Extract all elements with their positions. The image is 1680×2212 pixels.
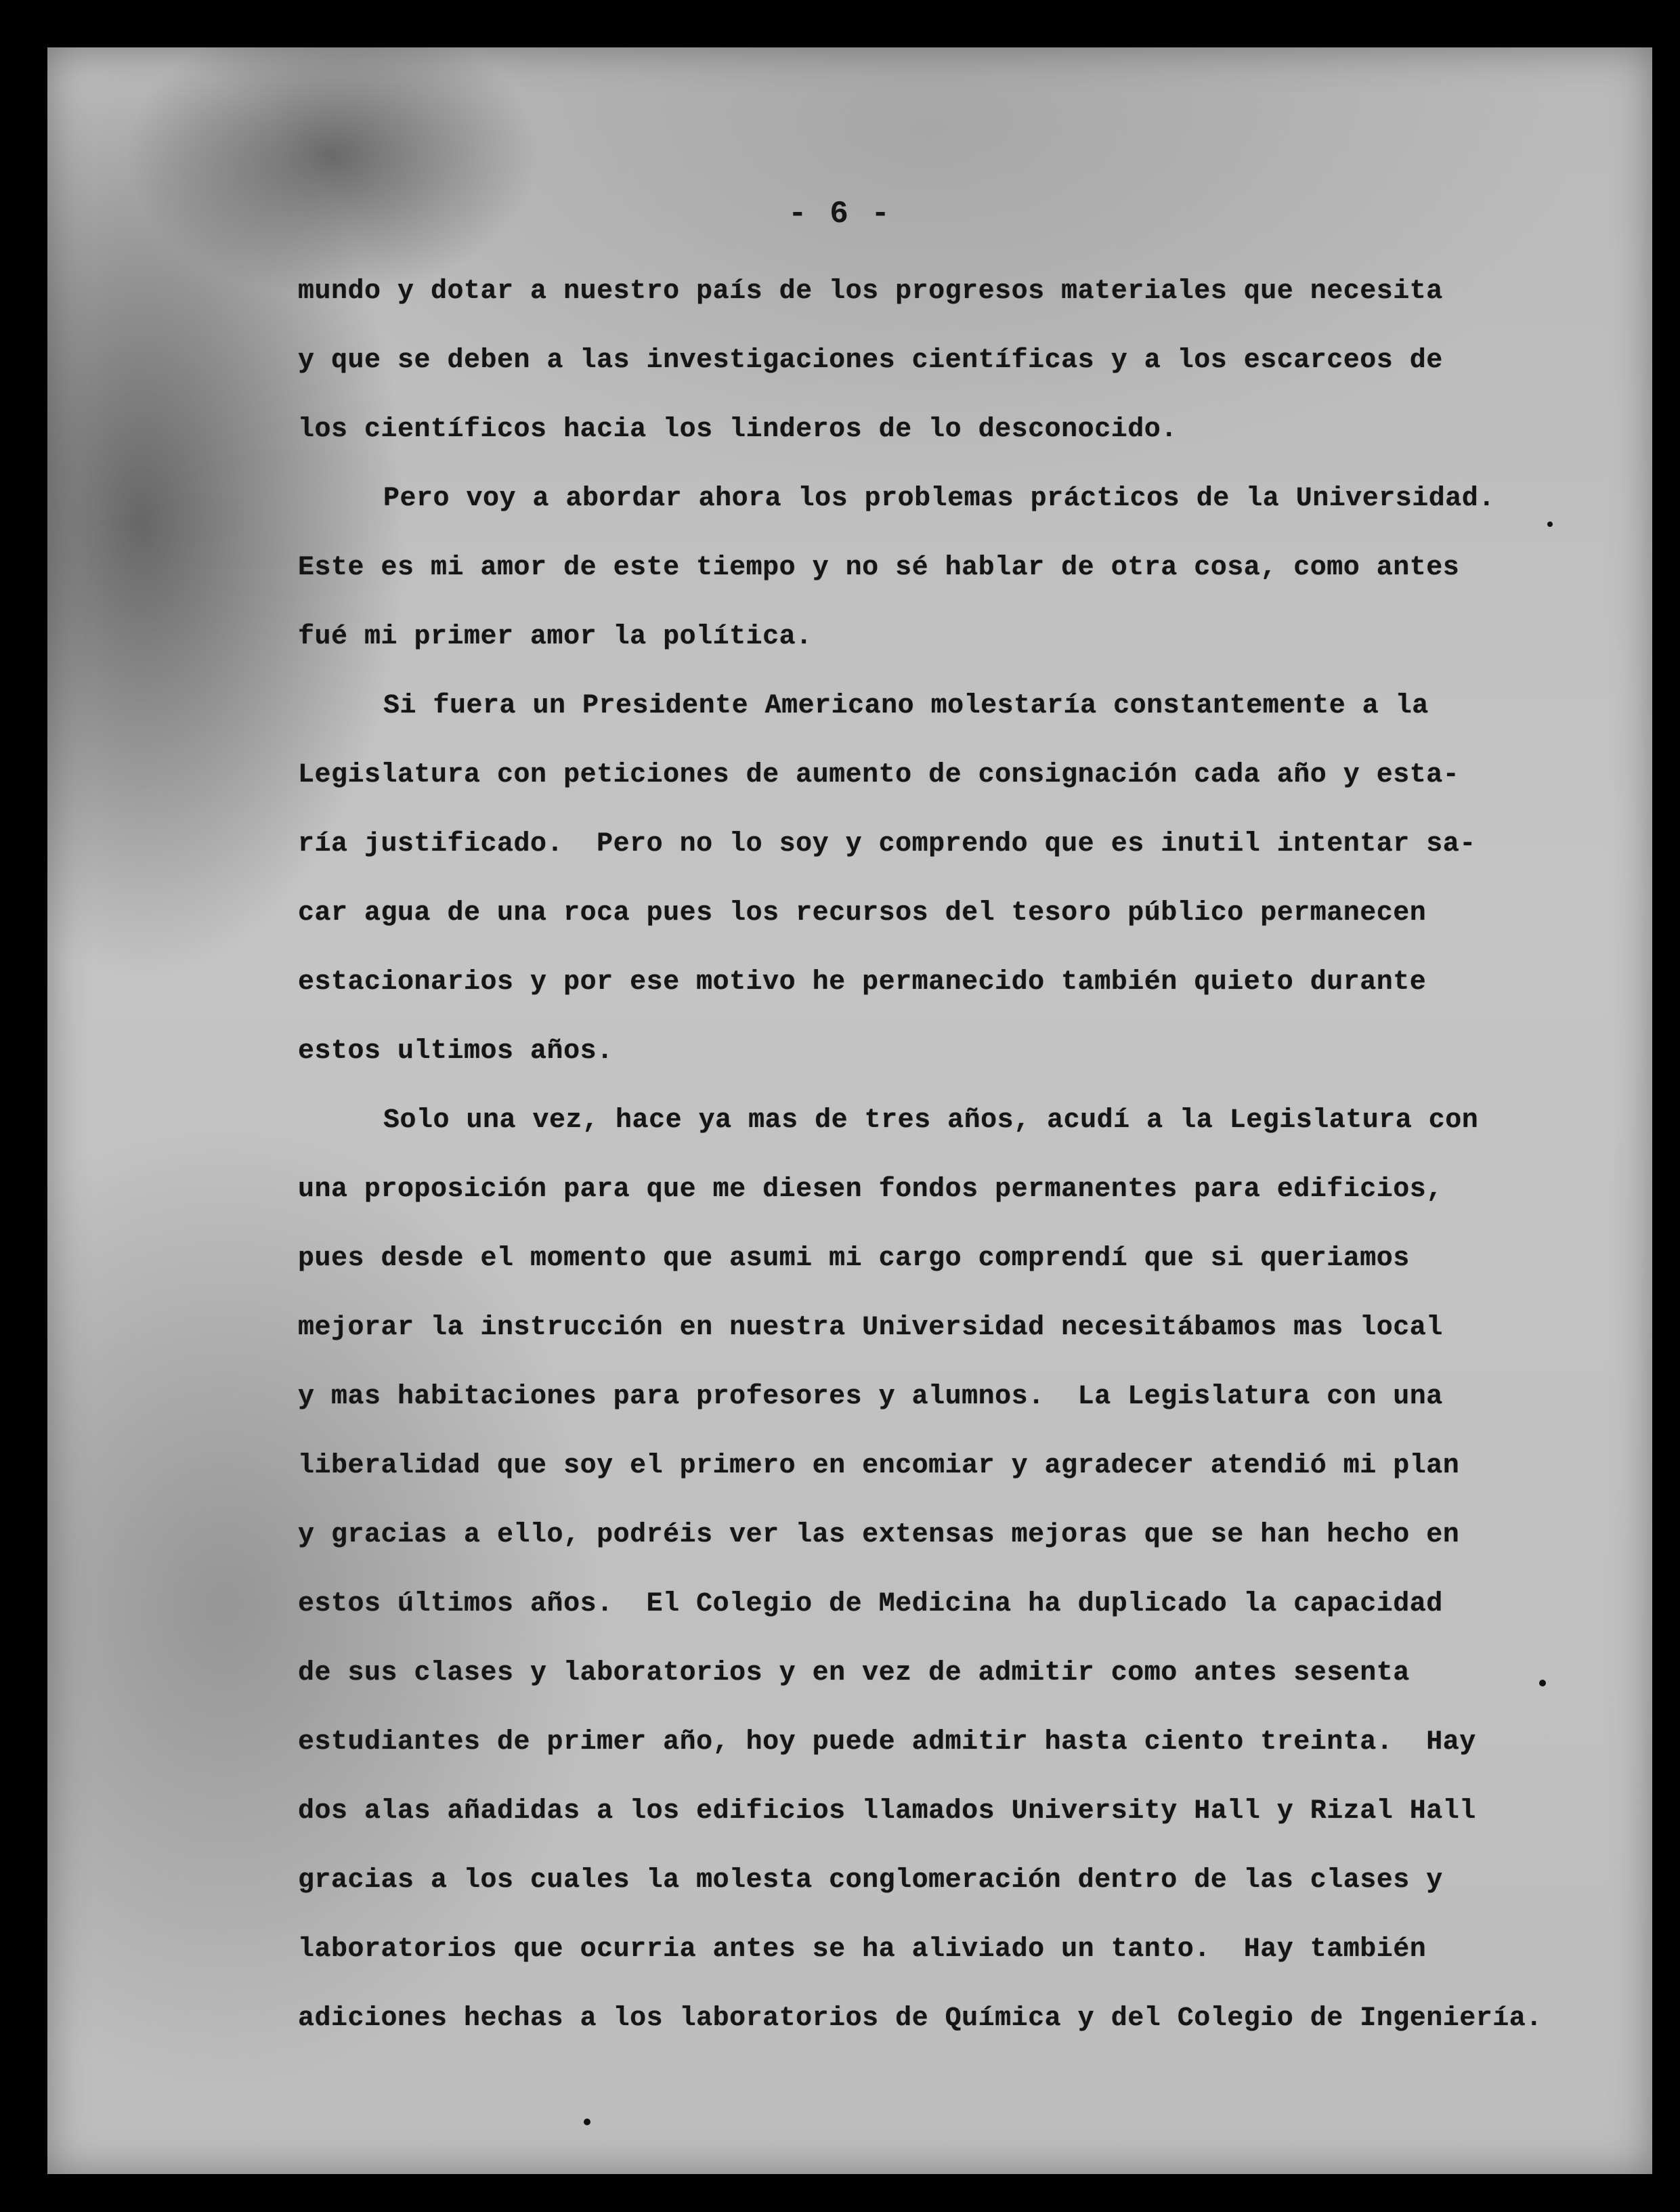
- document-body: [298, 257, 1543, 2054]
- text-line: y mas habitaciones para profesores y alumnos. La Legislatura con una: [298, 1382, 1443, 1412]
- text-line: estos últimos años. El Colegio de Medicina ha duplicado la capacidad: [298, 1589, 1443, 1619]
- ink-speck: [1547, 522, 1553, 527]
- text-line: una proposición para que me diesen fondos permanentes para edificios,: [298, 1174, 1443, 1205]
- page-number: - 6 -: [788, 196, 892, 232]
- text-line: estudiantes de primer año, hoy puede admitir hasta ciento treinta. Hay: [298, 1727, 1476, 1758]
- text-line: los científicos hacia los linderos de lo desconocido.: [298, 414, 1178, 445]
- text-line: laboratorios que ocurria antes se ha aliviado un tanto. Hay también: [298, 1934, 1427, 1965]
- text-line: pues desde el momento que asumi mi cargo comprendí que si queriamos: [298, 1243, 1410, 1274]
- text-line: dos alas añadidas a los edificios llamados University Hall y Rizal Hall: [298, 1796, 1476, 1827]
- text-line: adiciones hechas a los laboratorios de Química y del Colegio de Ingeniería.: [298, 2003, 1543, 2034]
- ink-speck: [1539, 1680, 1546, 1686]
- paragraph-2: [298, 465, 1530, 672]
- text-line: ría justificado. Pero no lo soy y comprendo que es inutil intentar sa-: [298, 829, 1476, 859]
- text-line: y que se deben a las investigaciones científicas y a los escarceos de: [298, 345, 1443, 376]
- text-line: Solo una vez, hace ya mas de tres años, acudí a la Legislatura con: [383, 1105, 1479, 1136]
- text-line: Pero voy a abordar ahora los problemas prácticos de la Universidad.: [383, 484, 1495, 514]
- text-line: gracias a los cuales la molesta conglomeración dentro de las clases y: [298, 1865, 1443, 1896]
- ink-speck: [584, 2119, 590, 2125]
- text-line: y gracias a ello, podréis ver las extensas mejoras que se han hecho en: [298, 1520, 1460, 1550]
- text-line: fué mi primer amor la política.: [298, 622, 813, 652]
- text-line: Este es mi amor de este tiempo y no sé hablar de otra cosa, como antes: [298, 553, 1460, 583]
- text-line: de sus clases y laboratorios y en vez de admitir como antes sesenta: [298, 1658, 1410, 1688]
- text-line: liberalidad que soy el primero en encomiar y agradecer atendió mi plan: [298, 1451, 1460, 1481]
- paragraph-3: [298, 672, 1530, 1086]
- text-line: mundo y dotar a nuestro país de los progresos materiales que necesita: [298, 276, 1443, 307]
- text-line: Legislatura con peticiones de aumento de consignación cada año y esta-: [298, 760, 1460, 790]
- text-line: estos ultimos años.: [298, 1036, 613, 1067]
- text-line: Si fuera un Presidente Americano molestaría constantemente a la: [383, 691, 1429, 721]
- text-line: car agua de una roca pues los recursos del tesoro público permanecen: [298, 898, 1427, 929]
- paragraph-1: [298, 257, 1530, 465]
- paragraph-4: [298, 1086, 1543, 2054]
- text-line: estacionarios y por ese motivo he permanecido también quieto durante: [298, 967, 1427, 998]
- text-line: mejorar la instrucción en nuestra Universidad necesitábamos mas local: [298, 1313, 1443, 1343]
